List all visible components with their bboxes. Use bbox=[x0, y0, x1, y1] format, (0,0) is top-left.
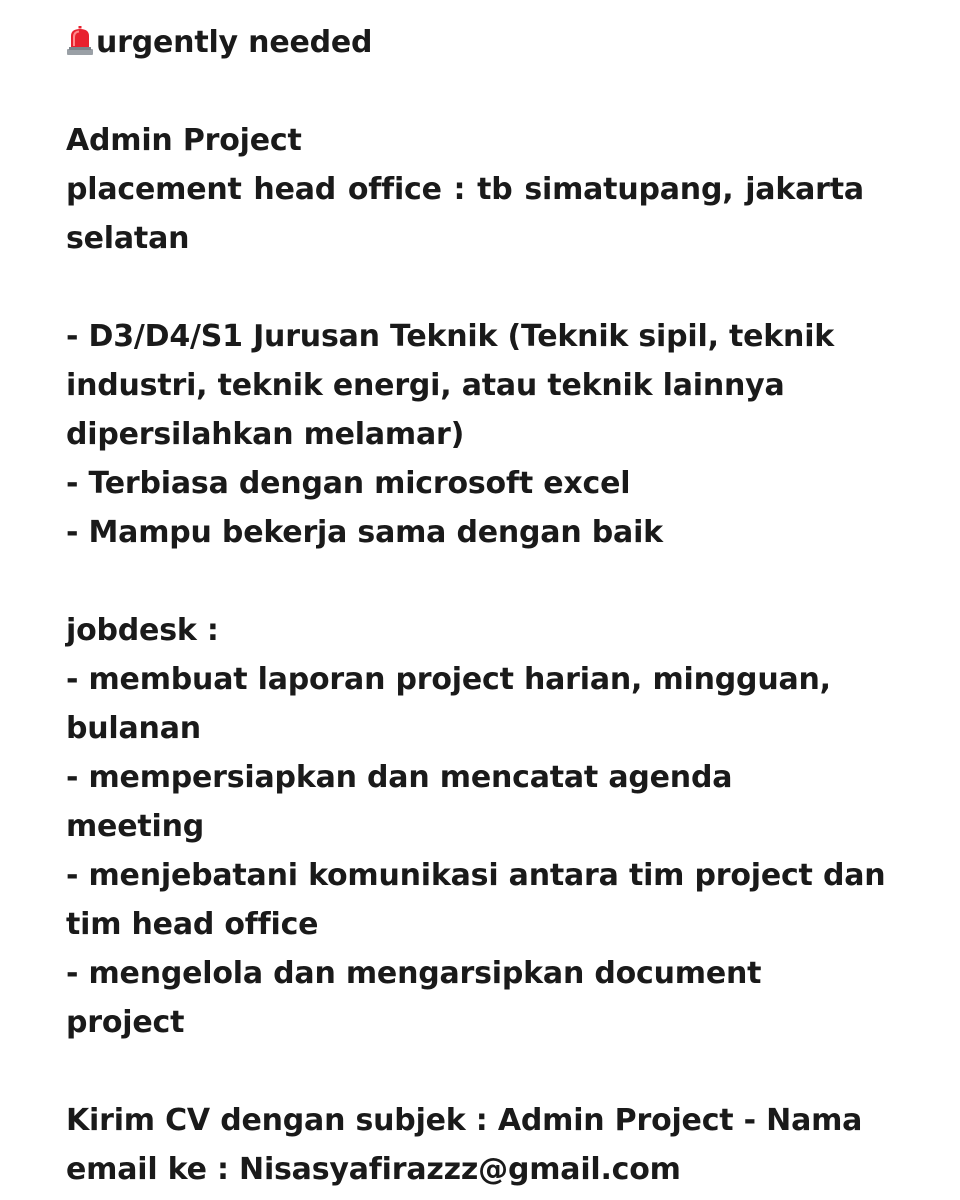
placement-word: jakarta bbox=[745, 172, 864, 207]
placement-word: simatupang, bbox=[524, 172, 734, 207]
position-title: Admin Project bbox=[66, 123, 302, 158]
requirement-line: - Mampu bekerja sama dengan baik bbox=[66, 515, 663, 550]
placement-word: tb bbox=[477, 172, 513, 207]
spacer bbox=[66, 557, 886, 606]
jobdesk-line: meeting bbox=[66, 809, 205, 844]
jobdesk-line: - mempersiapkan dan mencatat agenda bbox=[66, 760, 733, 795]
jobdesk-line: project bbox=[66, 1005, 185, 1040]
jobdesk-line: - menjebatani komunikasi antara tim project dan bbox=[66, 858, 886, 893]
requirement-line: industri, teknik energi, atau teknik lainnya bbox=[66, 368, 785, 403]
requirement-line: - Terbiasa dengan microsoft excel bbox=[66, 466, 631, 501]
apply-instruction: Kirim CV dengan subjek : Admin Project - Nama bbox=[66, 1103, 863, 1138]
requirement-line: dipersilahkan melamar) bbox=[66, 417, 465, 452]
spacer bbox=[66, 67, 886, 116]
jobdesk-label: jobdesk : bbox=[66, 613, 219, 648]
placement-line bbox=[66, 165, 864, 214]
spacer bbox=[66, 1047, 886, 1096]
placement-word: : bbox=[453, 172, 466, 207]
headline-text: urgently needed bbox=[96, 25, 373, 60]
requirement-line: - D3/D4/S1 Jurusan Teknik (Teknik sipil, teknik bbox=[66, 319, 835, 354]
jobdesk-line: tim head office bbox=[66, 907, 319, 942]
placement-word: office bbox=[347, 172, 442, 207]
email-line: email ke : Nisasyafirazzz@gmail.com bbox=[66, 1152, 681, 1187]
jobdesk-line: bulanan bbox=[66, 711, 201, 746]
placement-continuation: selatan bbox=[66, 221, 190, 256]
jobdesk-line: - mengelola dan mengarsipkan document bbox=[66, 956, 762, 991]
placement-word: head bbox=[253, 172, 337, 207]
rotating-light-icon bbox=[66, 26, 94, 56]
placement-word: placement bbox=[66, 172, 242, 207]
spacer bbox=[66, 263, 886, 312]
headline-row bbox=[66, 18, 886, 67]
jobdesk-line: - membuat laporan project harian, mingguan, bbox=[66, 662, 831, 697]
job-post-body bbox=[66, 18, 886, 1194]
